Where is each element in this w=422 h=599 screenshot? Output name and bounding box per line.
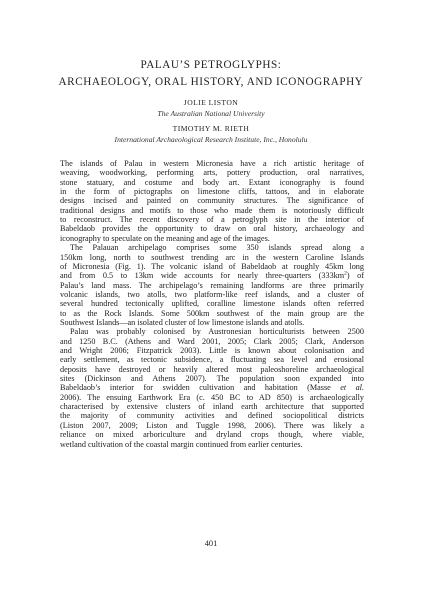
text-line-with-superscript — [60, 271, 364, 280]
text-line: weaving, woodworking, performing arts, pottery production, oral narratives, — [60, 168, 364, 178]
text-line: several hundred tectonically uplifted, coralline limestone islands often referred — [60, 299, 364, 309]
text-line: (Liston 2007, 2009; Liston and Tuggle 1998, 2006). There was likely a — [60, 420, 364, 430]
text-segment: ) of — [346, 271, 365, 281]
article-title-line-2: ARCHAEOLOGY, ORAL HISTORY, AND ICONOGRAPHY — [58, 76, 364, 88]
text-line: and Wright 2006; Fitzpatrick 2003). Little is known about colonisation and — [60, 346, 364, 356]
text-line: Southwest Islands—an isolated cluster of low limestone islands and atolls. — [60, 317, 305, 327]
text-line: The Palauan archipelago comprises some 350 islands spread along a — [70, 243, 364, 253]
text-line: Palau’s land mass. The archipelago’s remaining landforms are three primarily — [60, 280, 364, 290]
text-line: reliance on mixed arboriculture and dryland crops though, where viable, — [60, 430, 364, 440]
text-line: stone statuary, and costume and body art. Extant iconography is found — [60, 177, 364, 187]
author-affiliation-1: The Australian National University — [157, 109, 265, 118]
text-line: Babeldaob provides the opportunity to draw on oral history, archaeology and — [60, 224, 364, 234]
author-affiliation-2: International Archaeological Research Institute, Inc., Honolulu — [114, 135, 308, 144]
text-line: 150km long, north to southwest trending arc in the western Caroline Islands — [60, 252, 364, 262]
text-line: designs incised and painted on community structures. The significance of — [60, 196, 364, 206]
text-line: to as the Rock Islands. Some 500km southwest of the main group are the — [60, 308, 364, 318]
text-line: Palau was probably colonised by Austronesian horticulturists between 2500 — [70, 327, 364, 337]
page-number: 401 — [204, 539, 218, 548]
italic-segment: et al. — [340, 383, 364, 393]
paragraph-3 — [60, 327, 364, 448]
text-line: the majority of community activities and defined sociopolitical districts — [60, 411, 364, 421]
text-line: deposits have destroyed or heavily altered most paleoshoreline archaeological — [60, 364, 364, 374]
text-line-with-italic — [60, 383, 364, 392]
text-line: to reconstruct. The recent discovery of a petroglyph site in the interior of — [60, 215, 364, 225]
text-segment: and from 0.5 to 13km wide accounts for nearly three-quarters (333km — [60, 271, 345, 281]
text-line: sites (Dickinson and Athens 2007). The population soon expanded into — [60, 374, 364, 384]
article-title-line-1: PALAU’S PETROGLYPHS: — [140, 59, 282, 71]
text-line: iconography to speculate on the meaning and age of the images. — [60, 233, 270, 243]
text-line: wetland cultivation of the coastal margin continued from earlier centuries. — [60, 439, 303, 449]
superscript: 2 — [344, 270, 347, 277]
paragraph-2 — [60, 243, 364, 327]
text-line: characterised by extensive clusters of inland earth architecture that supported — [60, 402, 364, 412]
text-line: traditional designs and motifs to those who made them is notoriously difficult — [60, 205, 364, 215]
author-name-1: JOLIE LISTON — [183, 98, 239, 107]
text-line: in the form of pictographs on limestone cliffs, tattoos, and in elaborate — [60, 187, 364, 197]
author-name-2: TIMOTHY M. RIETH — [172, 124, 250, 133]
text-line: early settlement, as tectonic subsidence, a fluctuating sea level and erosional — [60, 355, 364, 365]
text-line: and 1250 B.C. (Athens and Ward 2001, 2005; Clark 2005; Clark, Anderson — [60, 336, 364, 346]
text-segment: Babeldaob’s interior for swidden cultivation and habitation (Masse — [60, 383, 341, 393]
text-line: of Micronesia (Fig. 1). The volcanic island of Babeldaob at roughly 45km long — [60, 261, 364, 271]
paragraph-1 — [60, 159, 364, 243]
text-line: volcanic islands, two atolls, two platform-like reef islands, and a cluster of — [60, 289, 364, 299]
text-line: 2006). The ensuing Earthwork Era (c. 450 BC to AD 850) is archaeologically — [60, 392, 364, 402]
text-line: The islands of Palau in western Micronesia have a rich artistic heritage of — [60, 159, 364, 168]
